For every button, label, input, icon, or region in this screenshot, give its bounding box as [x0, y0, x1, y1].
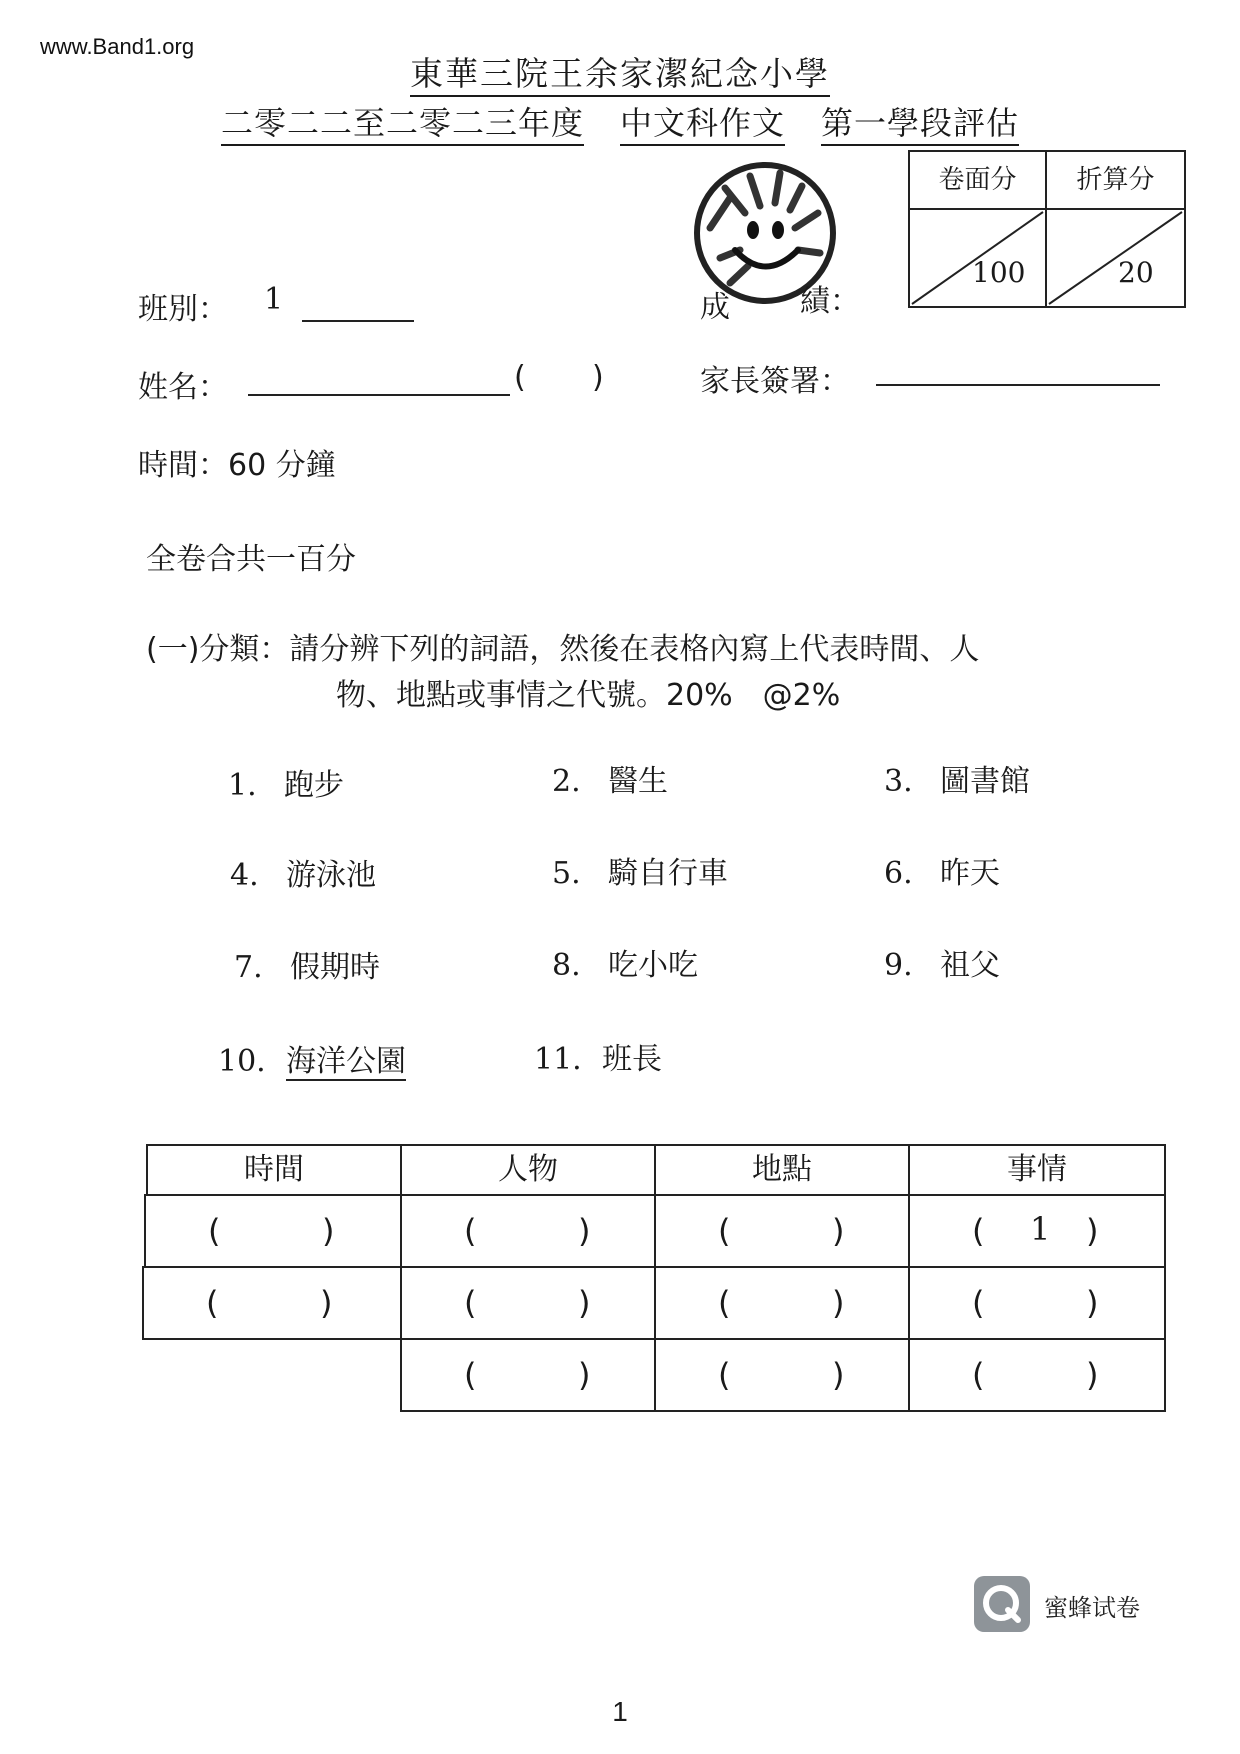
grade-label: 成 [700, 290, 730, 325]
question-instruction: (一)分類：請分辨下列的詞語，然後在表格內寫上代表時間、人 [146, 632, 980, 667]
time-label: 時間：60 分鐘 [138, 448, 336, 483]
class-label: 班別： [138, 292, 228, 327]
class-line [302, 320, 414, 322]
score-box [908, 150, 1186, 308]
exam-title: 二零二二至二零二三年度 中文科作文 第一學段評估 [0, 98, 1240, 144]
word-item-5: 5. 騎自行車 [552, 856, 728, 891]
table-header-event: 事情 [908, 1144, 1166, 1196]
word-item-9: 9. 祖父 [884, 948, 1000, 983]
parent-signature-label: 家長簽署： [700, 364, 850, 399]
answer-cell-person-1[interactable]: ( ) [400, 1194, 656, 1268]
table-header-time: 時間 [146, 1144, 402, 1196]
page-number: 1 [612, 1696, 628, 1727]
answer-cell-time-2[interactable]: ( ) [142, 1266, 402, 1340]
answer-cell-event-2[interactable]: ( ) [908, 1266, 1166, 1340]
answer-cell-place-1[interactable]: ( ) [654, 1194, 910, 1268]
answer-cell-place-2[interactable]: ( ) [654, 1266, 910, 1340]
watermark-text: www.Band1.org [40, 34, 195, 59]
word-item-10: 10. 海洋公園 [218, 1044, 406, 1079]
converted-score-total: 20 [1118, 256, 1154, 289]
name-line[interactable] [248, 394, 510, 396]
grade-label-2: 績： [800, 284, 860, 319]
answer-cell-event-3[interactable]: ( ) [908, 1338, 1166, 1412]
class-value: 1 [264, 282, 284, 317]
answer-cell-person-3[interactable]: ( ) [400, 1338, 656, 1412]
word-item-1: 1. 跑步 [228, 768, 344, 803]
school-title: 東華三院王余家潔紀念小學 [0, 48, 1240, 95]
answer-cell-place-3[interactable]: ( ) [654, 1338, 910, 1412]
name-paren-close: ) [592, 360, 604, 395]
name-paren-open: ( [514, 360, 526, 395]
word-item-11: 11. 班長 [534, 1042, 662, 1077]
brand-name: 蜜蜂试卷 [1044, 1594, 1140, 1622]
word-item-6: 6. 昨天 [884, 856, 1000, 891]
answer-cell-time-1[interactable]: ( ) [144, 1194, 402, 1268]
question-instruction-line2: 物、地點或事情之代號。20% @2% [336, 678, 841, 713]
word-item-3: 3. 圖書館 [884, 764, 1030, 799]
brand-logo-icon [974, 1576, 1030, 1632]
word-item-7: 7. 假期時 [234, 950, 380, 985]
table-header-place: 地點 [654, 1144, 910, 1196]
word-item-4: 4. 游泳池 [230, 858, 376, 893]
answer-cell-person-2[interactable]: ( ) [400, 1266, 656, 1340]
answer-cell-event-1[interactable]: ( 1 ) [908, 1194, 1166, 1268]
converted-score-header: 折算分 [1047, 152, 1184, 210]
name-label: 姓名： [138, 370, 228, 405]
total-marks-label: 全卷合共一百分 [146, 542, 356, 577]
word-item-2: 2. 醫生 [552, 764, 668, 799]
raw-score-header: 卷面分 [910, 152, 1045, 210]
raw-score-total: 100 [972, 256, 1026, 289]
example-answer: 1 [1030, 1210, 1051, 1248]
table-header-person: 人物 [400, 1144, 656, 1196]
word-item-8: 8. 吃小吃 [552, 948, 698, 983]
parent-signature-line[interactable] [876, 384, 1160, 386]
